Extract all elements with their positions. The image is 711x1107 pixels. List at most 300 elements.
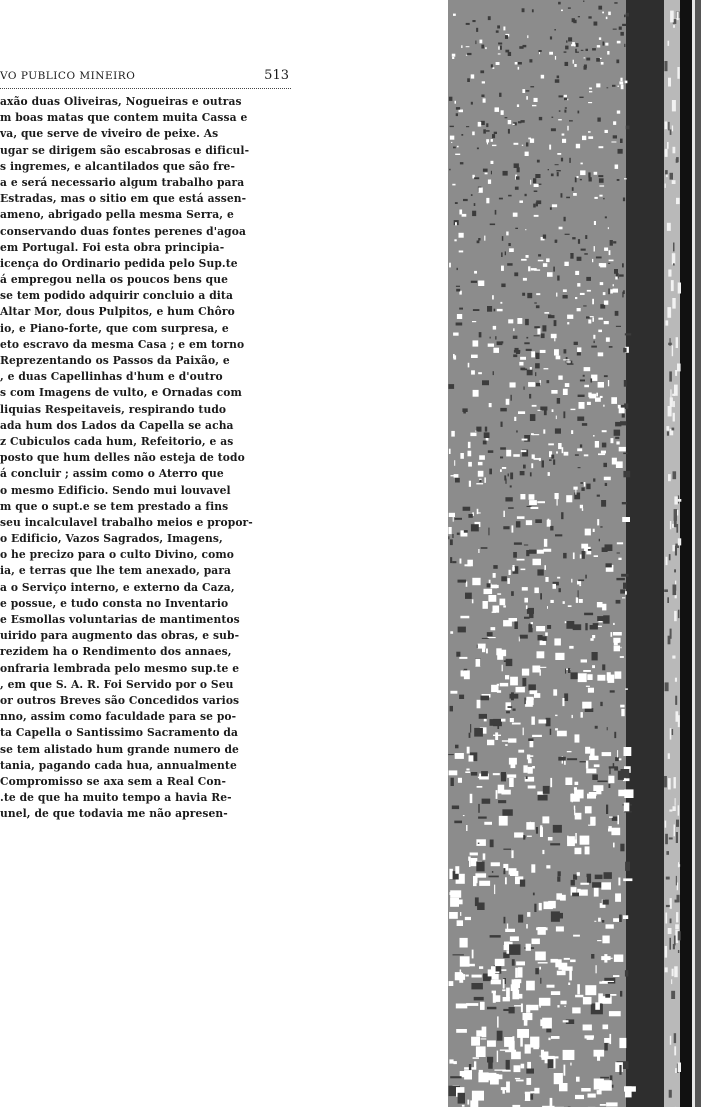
noise-speck xyxy=(529,394,531,399)
noise-speck xyxy=(584,385,589,387)
noise-speck xyxy=(487,306,492,312)
noise-speck xyxy=(500,683,509,687)
noise-speck xyxy=(569,970,572,980)
noise-speck xyxy=(503,526,509,529)
noise-speck xyxy=(572,237,575,239)
noise-speck xyxy=(491,1075,503,1080)
noise-speck xyxy=(597,602,603,607)
noise-speck xyxy=(451,475,458,476)
noise-speck xyxy=(553,913,563,919)
noise-speck xyxy=(595,1002,600,1010)
edge-speck xyxy=(669,938,671,950)
noise-speck xyxy=(457,314,462,319)
noise-speck xyxy=(581,249,586,251)
noise-speck xyxy=(450,136,454,140)
noise-speck xyxy=(520,494,525,499)
noise-speck xyxy=(603,900,609,905)
text-line: m boas matas que contem muita Cassa e xyxy=(0,111,248,125)
noise-speck xyxy=(586,686,590,687)
noise-speck xyxy=(555,56,556,60)
noise-speck xyxy=(574,493,580,500)
text-line: uirido para augmento das obras, e sub- xyxy=(0,629,240,643)
noise-speck xyxy=(535,952,546,961)
noise-speck xyxy=(572,793,573,802)
noise-speck xyxy=(620,78,622,81)
noise-speck xyxy=(522,678,526,686)
noise-speck xyxy=(548,169,549,170)
noise-speck xyxy=(500,447,506,449)
noise-speck xyxy=(611,632,613,637)
edge-speck xyxy=(675,696,677,705)
noise-speck xyxy=(503,511,505,517)
text-line: o he precizo para o culto Divino, como xyxy=(0,548,234,562)
noise-speck xyxy=(457,920,463,926)
noise-speck xyxy=(587,402,591,405)
noise-speck xyxy=(549,52,553,55)
noise-speck xyxy=(492,871,493,873)
edge-speck xyxy=(672,428,675,431)
edge-speck xyxy=(675,546,677,556)
noise-speck xyxy=(573,487,577,490)
noise-speck xyxy=(453,14,456,16)
noise-speck xyxy=(505,675,509,679)
noise-speck xyxy=(550,526,553,531)
noise-speck xyxy=(510,718,514,722)
noise-speck xyxy=(514,832,523,837)
noise-speck xyxy=(617,111,620,114)
noise-speck xyxy=(582,702,591,709)
noise-speck xyxy=(495,585,499,588)
noise-speck xyxy=(608,12,611,16)
noise-speck xyxy=(569,120,573,121)
noise-speck xyxy=(460,453,464,459)
noise-speck xyxy=(514,542,522,544)
noise-speck xyxy=(624,15,626,18)
text-line: a o Serviço interno, e externo da Caza, xyxy=(0,580,235,594)
noise-speck xyxy=(622,292,623,298)
noise-speck xyxy=(479,1070,483,1075)
noise-speck xyxy=(493,735,501,736)
edge-speck xyxy=(665,122,667,130)
noise-speck xyxy=(567,363,574,364)
noise-speck xyxy=(550,778,552,787)
noise-speck xyxy=(472,211,476,216)
noise-speck xyxy=(520,368,525,371)
noise-speck xyxy=(493,573,496,578)
noise-speck xyxy=(574,64,576,67)
noise-speck xyxy=(581,1088,591,1092)
noise-speck xyxy=(512,525,514,532)
noise-speck xyxy=(514,272,518,276)
noise-speck xyxy=(544,565,546,570)
text-line: á concluir ; assim como o Aterro que xyxy=(0,467,224,481)
noise-speck xyxy=(505,877,507,884)
noise-speck xyxy=(608,380,609,386)
noise-speck xyxy=(619,81,623,84)
noise-speck xyxy=(588,393,591,398)
noise-speck xyxy=(578,239,580,244)
noise-speck xyxy=(552,409,554,412)
noise-speck xyxy=(505,479,506,484)
noise-speck xyxy=(611,828,620,836)
noise-speck xyxy=(459,210,462,215)
noise-speck xyxy=(474,728,483,737)
noise-speck xyxy=(513,213,518,217)
noise-speck xyxy=(519,362,523,366)
noise-speck xyxy=(509,944,520,955)
noise-speck xyxy=(517,559,525,561)
noise-speck xyxy=(478,281,484,287)
noise-speck xyxy=(505,497,512,501)
noise-speck xyxy=(523,45,527,47)
noise-speck xyxy=(565,62,569,66)
noise-speck xyxy=(577,352,581,355)
noise-speck xyxy=(609,817,613,818)
noise-speck xyxy=(466,769,469,771)
noise-speck xyxy=(480,40,483,44)
noise-speck xyxy=(521,1064,525,1069)
noise-speck xyxy=(486,123,488,127)
noise-speck xyxy=(557,498,558,505)
edge-speck xyxy=(668,778,671,789)
noise-speck xyxy=(466,23,470,25)
noise-speck xyxy=(613,623,615,625)
noise-speck xyxy=(490,840,494,848)
noise-speck xyxy=(471,194,473,196)
noise-speck xyxy=(564,349,567,353)
noise-speck xyxy=(609,768,610,774)
noise-speck xyxy=(604,248,608,251)
noise-speck xyxy=(473,340,479,346)
noise-speck xyxy=(626,13,629,17)
noise-speck xyxy=(532,405,537,407)
noise-speck xyxy=(602,752,612,756)
noise-speck xyxy=(480,1002,485,1010)
noise-speck xyxy=(551,1036,560,1039)
noise-speck xyxy=(625,970,628,976)
noise-speck xyxy=(598,918,601,922)
noise-speck xyxy=(505,929,515,932)
noise-speck xyxy=(536,305,540,308)
noise-speck xyxy=(510,677,518,686)
noise-speck xyxy=(458,580,467,583)
noise-speck xyxy=(613,632,622,636)
noise-speck xyxy=(594,172,598,175)
noise-speck xyxy=(575,454,579,456)
noise-speck xyxy=(534,904,536,912)
noise-speck xyxy=(612,458,617,465)
noise-speck xyxy=(510,382,516,387)
noise-speck xyxy=(471,1037,480,1046)
noise-speck xyxy=(470,1100,478,1107)
noise-speck xyxy=(503,620,512,626)
noise-speck xyxy=(462,214,467,217)
text-line: á empregou nella os poucos bens que xyxy=(0,273,229,287)
noise-speck xyxy=(509,778,514,787)
noise-speck xyxy=(514,1005,522,1006)
noise-speck xyxy=(500,599,506,606)
noise-speck xyxy=(498,46,499,49)
noise-speck xyxy=(613,29,617,30)
noise-speck xyxy=(505,251,506,255)
noise-speck xyxy=(548,1038,550,1040)
noise-speck xyxy=(549,459,552,461)
noise-speck xyxy=(585,623,587,630)
noise-speck xyxy=(617,815,619,824)
edge-speck xyxy=(676,820,679,827)
noise-speck xyxy=(561,10,563,12)
noise-speck xyxy=(600,1077,609,1079)
noise-speck xyxy=(607,672,611,681)
noise-speck xyxy=(516,1080,524,1082)
noise-speck xyxy=(459,308,463,310)
noise-speck xyxy=(584,454,589,456)
text-line: va, que serve de viveiro de peixe. As xyxy=(0,127,219,141)
noise-speck xyxy=(459,233,464,238)
noise-speck xyxy=(553,459,555,464)
noise-speck xyxy=(568,605,572,607)
noise-speck xyxy=(585,575,587,579)
noise-speck xyxy=(587,874,592,884)
noise-speck xyxy=(597,940,601,941)
noise-speck xyxy=(570,1063,571,1066)
noise-speck xyxy=(526,142,528,146)
noise-speck xyxy=(491,171,492,175)
noise-speck xyxy=(599,1080,612,1091)
noise-speck xyxy=(580,505,583,509)
noise-speck xyxy=(557,731,567,737)
noise-speck xyxy=(603,463,607,467)
noise-speck xyxy=(510,473,513,480)
noise-speck xyxy=(575,782,579,785)
noise-speck xyxy=(626,126,630,130)
noise-speck xyxy=(491,685,498,692)
noise-speck xyxy=(511,692,514,700)
noise-speck xyxy=(482,81,485,83)
noise-speck xyxy=(556,293,557,297)
noise-speck xyxy=(516,687,525,693)
noise-speck xyxy=(598,352,604,356)
noise-speck xyxy=(565,107,567,108)
noise-speck xyxy=(490,224,495,226)
noise-speck xyxy=(599,178,604,183)
noise-speck xyxy=(586,58,590,61)
noise-speck xyxy=(493,565,497,569)
noise-speck xyxy=(470,794,473,803)
edge-speck xyxy=(678,931,681,940)
noise-speck xyxy=(624,178,627,179)
noise-speck xyxy=(527,370,533,376)
noise-speck xyxy=(492,67,494,69)
noise-speck xyxy=(486,130,490,132)
noise-speck xyxy=(482,380,489,385)
edge-speck xyxy=(672,729,674,735)
noise-speck xyxy=(603,615,609,623)
edge-speck xyxy=(667,223,671,231)
noise-speck xyxy=(583,1025,592,1031)
noise-speck xyxy=(572,715,573,718)
noise-speck xyxy=(505,35,508,39)
noise-speck xyxy=(470,724,471,733)
noise-speck xyxy=(452,561,456,563)
noise-speck xyxy=(522,8,525,12)
noise-speck xyxy=(547,985,555,988)
noise-speck xyxy=(553,689,557,695)
noise-speck xyxy=(527,293,532,298)
noise-speck xyxy=(571,430,573,434)
noise-speck xyxy=(529,611,533,618)
edge-speck xyxy=(669,1090,672,1098)
noise-speck xyxy=(609,346,613,348)
noise-speck xyxy=(520,880,525,887)
edge-speck xyxy=(671,280,674,291)
noise-speck xyxy=(449,513,455,517)
noise-speck xyxy=(576,43,579,47)
noise-speck xyxy=(578,467,581,468)
noise-speck xyxy=(604,375,608,377)
noise-speck xyxy=(619,274,624,276)
noise-speck xyxy=(619,1065,621,1075)
noise-speck xyxy=(522,89,525,93)
noise-speck xyxy=(542,816,549,823)
noise-speck xyxy=(492,295,494,299)
noise-speck xyxy=(508,706,513,708)
noise-speck xyxy=(471,370,475,374)
noise-speck xyxy=(614,955,623,962)
edge-speck xyxy=(678,610,680,618)
text-line: Estradas, mas o sitio em que está assen- xyxy=(0,192,247,206)
noise-speck xyxy=(574,806,575,810)
noise-speck xyxy=(603,405,604,407)
noise-speck xyxy=(547,606,548,609)
noise-speck xyxy=(623,583,626,589)
noise-speck xyxy=(538,635,543,640)
noise-speck xyxy=(590,378,592,382)
noise-speck xyxy=(586,316,590,318)
noise-speck xyxy=(533,559,542,566)
noise-speck xyxy=(529,550,537,554)
noise-speck xyxy=(590,817,595,826)
noise-speck xyxy=(528,138,531,140)
text-line: ia, e terras que lhe tem anexado, para xyxy=(0,564,232,578)
noise-speck xyxy=(580,380,585,382)
noise-speck xyxy=(467,1100,469,1105)
noise-speck xyxy=(536,626,545,631)
noise-speck xyxy=(516,961,525,965)
noise-speck xyxy=(540,827,543,837)
noise-speck xyxy=(588,1094,596,1098)
noise-speck xyxy=(615,1062,623,1072)
edge-speck xyxy=(666,426,669,431)
edge-speck xyxy=(665,170,668,174)
noise-speck xyxy=(513,336,518,339)
edge-speck xyxy=(671,979,672,984)
noise-speck xyxy=(578,111,580,114)
noise-speck xyxy=(593,529,595,532)
noise-speck xyxy=(615,165,619,169)
noise-speck xyxy=(481,45,484,49)
noise-speck xyxy=(537,791,543,795)
noise-speck xyxy=(509,1041,515,1051)
noise-speck xyxy=(518,62,522,65)
noise-speck xyxy=(511,763,516,768)
noise-speck xyxy=(459,695,464,699)
noise-speck xyxy=(474,1061,476,1067)
noise-speck xyxy=(567,126,568,131)
edge-speck xyxy=(674,569,676,572)
noise-speck xyxy=(609,1011,621,1016)
noise-speck xyxy=(614,2,617,4)
edge-speck xyxy=(670,728,672,739)
noise-speck xyxy=(592,48,596,50)
noise-speck xyxy=(453,355,456,359)
noise-speck xyxy=(525,700,533,706)
noise-speck xyxy=(576,597,578,603)
noise-speck xyxy=(600,263,606,267)
noise-speck xyxy=(510,936,519,941)
noise-speck xyxy=(583,305,586,306)
noise-speck xyxy=(456,1004,468,1009)
noise-speck xyxy=(605,483,607,486)
noise-speck xyxy=(502,236,504,241)
noise-speck xyxy=(613,638,620,643)
noise-speck xyxy=(582,508,583,511)
edge-speck xyxy=(667,597,669,603)
noise-speck xyxy=(538,962,548,963)
noise-speck xyxy=(472,578,480,585)
noise-speck xyxy=(472,1091,484,1101)
noise-speck xyxy=(534,335,540,336)
noise-speck xyxy=(477,148,479,150)
edge-speck xyxy=(678,715,680,727)
noise-speck xyxy=(575,271,579,275)
edge-speck xyxy=(676,337,678,348)
noise-speck xyxy=(546,258,550,262)
noise-speck xyxy=(599,195,602,197)
noise-speck xyxy=(563,359,569,360)
edge-speck xyxy=(667,431,669,435)
noise-speck xyxy=(525,319,529,325)
text-line: z Cubiculos cada hum, Refeitorio, e as xyxy=(0,434,234,448)
noise-speck xyxy=(467,78,470,82)
noise-speck xyxy=(559,1083,568,1091)
noise-speck xyxy=(548,315,551,317)
noise-speck xyxy=(487,632,493,636)
noise-speck xyxy=(559,110,561,112)
text-line: .te de que ha muito tempo a havia Re- xyxy=(0,791,232,805)
noise-speck xyxy=(584,65,587,69)
noise-speck xyxy=(501,284,505,288)
edge-speck xyxy=(672,100,676,111)
noise-speck xyxy=(516,521,521,527)
noise-speck xyxy=(471,281,477,283)
text-line: ta Capella o Santissimo Sacramento da xyxy=(0,726,239,740)
noise-speck xyxy=(508,129,510,134)
noise-speck xyxy=(543,235,546,239)
noise-speck xyxy=(543,549,551,552)
noise-speck xyxy=(518,750,524,753)
noise-speck xyxy=(617,542,623,544)
edge-speck xyxy=(668,636,671,645)
noise-speck xyxy=(506,399,510,405)
edge-speck xyxy=(665,149,667,154)
edge-speck xyxy=(676,198,680,204)
text-line: e possue, e tudo consta no Inventario xyxy=(0,596,229,610)
edge-speck xyxy=(676,711,679,722)
noise-speck xyxy=(546,718,551,727)
noise-speck xyxy=(464,530,468,533)
edge-speck xyxy=(668,78,671,87)
